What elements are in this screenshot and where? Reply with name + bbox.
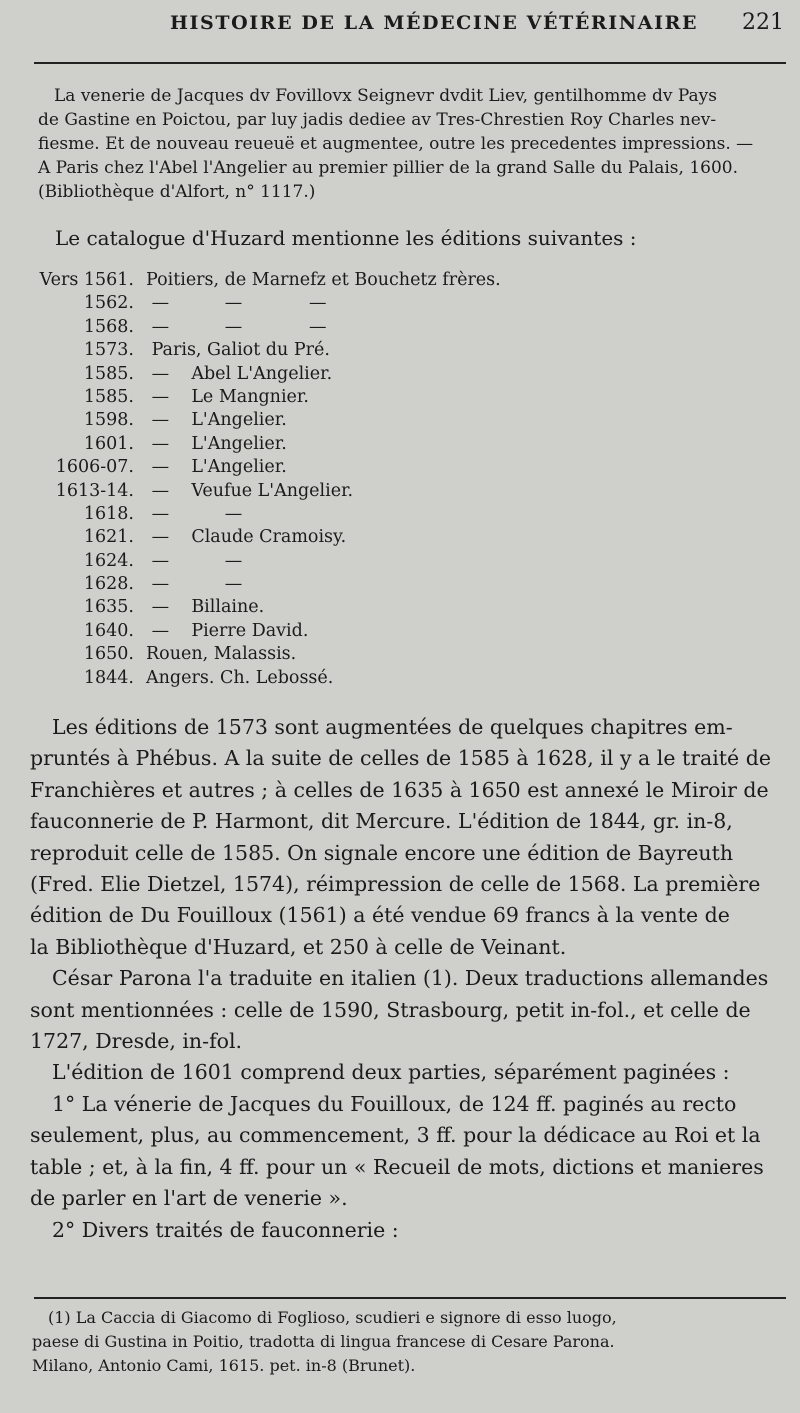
text-line: L'édition de 1601 comprend deux parties, séparément paginées :	[52, 1060, 730, 1085]
text-line: édition de Du Fouilloux (1561) a été vendue 69 francs à la vente de	[30, 903, 730, 928]
edition-publisher: — Le Mangnier.	[146, 386, 309, 407]
edition-row	[28, 293, 468, 316]
edition-row	[28, 317, 468, 340]
edition-publisher: — Veufue L'Angelier.	[146, 480, 354, 501]
edition-publisher: — Abel L'Angelier.	[146, 363, 333, 384]
edition-year: 1585.	[83, 386, 134, 407]
footnote-rule	[34, 1297, 786, 1299]
edition-publisher: — —	[146, 503, 243, 524]
edition-year: 1562.	[83, 293, 134, 314]
footnote-line: paese di Gustina in Poitio, tradotta di lingua francese di Cesare Parona.	[32, 1332, 615, 1351]
edition-row	[28, 504, 468, 527]
edition-row	[28, 621, 468, 644]
edition-row	[28, 527, 468, 550]
paragraph	[30, 1057, 794, 1088]
editions-list	[28, 270, 501, 691]
text-line: table ; et, à la fin, 4 ff. pour un « Recueil de mots, dictions et manieres	[30, 1154, 764, 1179]
edition-year: 1601.	[83, 433, 134, 454]
edition-publisher: — L'Angelier.	[146, 410, 287, 431]
text-line: Les éditions de 1573 sont augmentées de quelques chapitres em-	[52, 715, 733, 739]
header-rule	[34, 62, 786, 64]
edition-publisher: Poitiers, de Marnefz et Bouchetz frères.	[146, 270, 501, 290]
running-head	[0, 6, 800, 42]
text-line: César Parona l'a traduite en italien (1). Deux traductions allemandes	[52, 966, 769, 991]
edition-year: 1640.	[83, 620, 134, 641]
citation-line: (Bibliothèque d'Alfort, n° 1117.)	[38, 182, 316, 202]
body-text	[30, 712, 794, 1246]
edition-row	[28, 457, 468, 480]
edition-row	[28, 364, 468, 387]
edition-publisher: — — —	[146, 293, 327, 314]
text-line: seulement, plus, au commencement, 3 ff. pour la dédicace au Roi et la	[30, 1123, 761, 1148]
text-line: fauconnerie de P. Harmont, dit Mercure. L'édition de 1844, gr. in-8,	[30, 809, 733, 834]
edition-year: 1844.	[83, 667, 134, 688]
edition-row	[28, 597, 468, 620]
edition-year: 1573.	[83, 340, 134, 361]
edition-row	[28, 481, 468, 504]
edition-row	[28, 668, 468, 691]
edition-year: 1621.	[83, 527, 134, 548]
edition-row	[28, 270, 501, 293]
edition-year: 1624.	[83, 550, 134, 571]
edition-row	[28, 551, 468, 574]
edition-row	[28, 434, 468, 457]
citation-line: La venerie de Jacques dv Fovillovx Seignevr dvdit Liev, gentilhomme dv Pays	[54, 86, 718, 106]
edition-publisher: — L'Angelier.	[146, 433, 287, 454]
text-line: Franchières et autres ; à celles de 1635 à 1650 est annexé le Miroir de	[30, 777, 769, 802]
edition-year: Vers 1561.	[39, 270, 134, 290]
edition-publisher: — Billaine.	[146, 597, 265, 618]
text-line: 2° Divers traités de fauconnerie :	[52, 1217, 399, 1242]
text-line: 1° La vénerie de Jacques du Fouilloux, de 124 ff. paginés au recto	[52, 1091, 737, 1116]
edition-year: 1618.	[83, 503, 134, 524]
edition-publisher: — —	[146, 574, 243, 595]
paragraph	[30, 1215, 794, 1246]
edition-year: 1568.	[83, 316, 134, 337]
page-number: 221	[742, 10, 784, 35]
edition-year: 1635.	[83, 597, 134, 618]
edition-publisher: Paris, Galiot du Pré.	[146, 340, 330, 361]
text-line: la Bibliothèque d'Huzard, et 250 à celle de Veinant.	[30, 934, 567, 959]
paragraph	[30, 963, 794, 1057]
paragraph	[30, 1089, 794, 1215]
text-line: de parler en l'art de venerie ».	[30, 1186, 348, 1211]
edition-year: 1585.	[83, 363, 134, 384]
edition-publisher: — L'Angelier.	[146, 457, 287, 478]
edition-publisher: Angers. Ch. Lebossé.	[146, 667, 334, 688]
edition-row	[28, 387, 468, 410]
edition-year: 1613-14.	[55, 480, 134, 501]
edition-year: 1628.	[83, 574, 134, 595]
footnote	[32, 1306, 792, 1378]
edition-row	[28, 410, 468, 433]
edition-year: 1606-07.	[55, 457, 134, 478]
edition-row	[28, 574, 468, 597]
citation-line: fiesme. Et de nouveau reueuë et augmentee, outre les precedentes impressions. —	[38, 134, 754, 154]
footnote-line: (1) La Caccia di Giacomo di Foglioso, scudieri e signore di esso luogo,	[48, 1308, 617, 1327]
text-line: sont mentionnées : celle de 1590, Strasbourg, petit in-fol., et celle de	[30, 997, 751, 1022]
citation-line: de Gastine en Poictou, par luy jadis dediee av Tres-Chrestien Roy Charles nev-	[38, 110, 717, 130]
edition-publisher: — — —	[146, 316, 327, 337]
paragraph	[30, 712, 794, 963]
edition-year: 1650.	[83, 644, 134, 665]
footnote-line: Milano, Antonio Cami, 1615. pet. in-8 (Brunet).	[32, 1356, 416, 1375]
text-line: 1727, Dresde, in-fol.	[30, 1029, 243, 1054]
edition-row	[28, 644, 468, 667]
edition-publisher: — Claude Cramoisy.	[146, 527, 347, 548]
edition-publisher: — Pierre David.	[146, 620, 309, 641]
edition-row	[28, 340, 468, 363]
bibliographic-citation	[38, 84, 790, 204]
text-line: reproduit celle de 1585. On signale encore une édition de Bayreuth	[30, 840, 734, 865]
catalogue-intro: Le catalogue d'Huzard mentionne les éditions suivantes :	[55, 226, 637, 250]
edition-publisher: Rouen, Malassis.	[146, 644, 297, 665]
edition-year: 1598.	[83, 410, 134, 431]
running-title: HISTOIRE DE LA MÉDECINE VÉTÉRINAIRE	[170, 12, 699, 34]
text-line: pruntés à Phébus. A la suite de celles de 1585 à 1628, il y a le traité de	[30, 746, 771, 771]
text-line: (Fred. Elie Dietzel, 1574), réimpression de celle de 1568. La première	[30, 872, 761, 897]
edition-publisher: — —	[146, 550, 243, 571]
citation-line: A Paris chez l'Abel l'Angelier au premier pillier de la grand Salle du Palais, 1600.	[38, 158, 738, 178]
